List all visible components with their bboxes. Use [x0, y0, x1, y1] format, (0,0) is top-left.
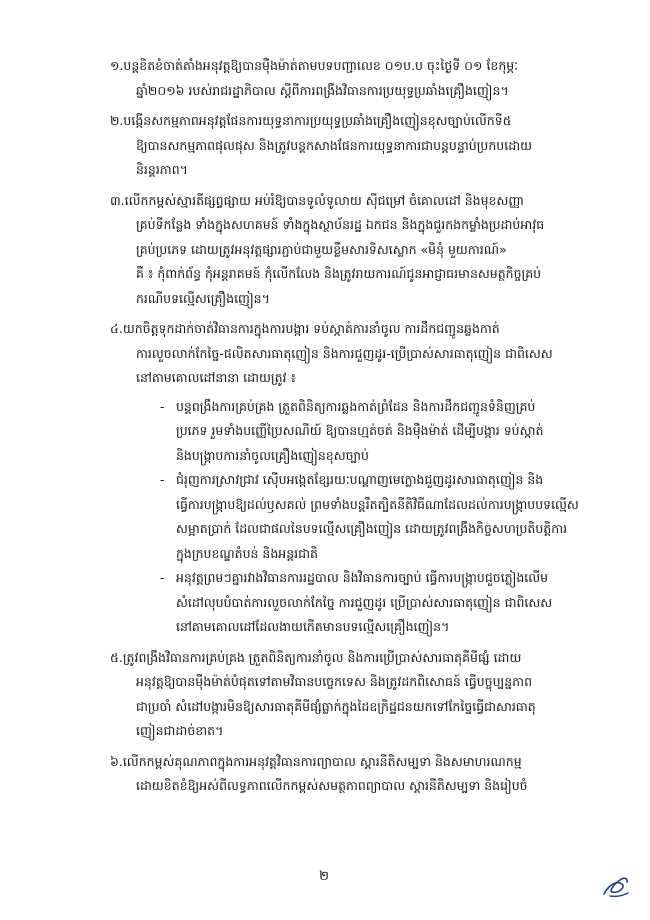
item-3-line-5: ករណីបទល្មើសគ្រឿងញៀន។ — [136, 290, 270, 306]
item-3-line-4: គឺ ៖ កុំពាក់ព័ន្ធ កុំអន្តរាគមន៍ កុំលើកលែង និងត្រូវរាយការណ៍ជូនអាជ្ញាធរមានសមត្ថកិច្ចគ្រប់ — [136, 266, 542, 281]
bullet-1-line-3: និងបង្ក្រាបការនាំចូលគ្រឿងញៀនខុសច្បាប់ — [176, 447, 369, 463]
document-body — [110, 54, 600, 805]
list-item — [110, 468, 600, 566]
handwritten-initial-mark — [600, 872, 632, 902]
item-3-line-1: ៣.លើកកម្ពស់ស្មារតីផ្សព្វផ្សាយ អប់រំឱ្យបានទូលំទូលាយ ស៊ីជម្រៅ ចំគោលដៅ និងមុខសញ្ញា — [110, 192, 524, 208]
dash-marker: - — [160, 472, 165, 487]
dash-marker: - — [160, 570, 165, 585]
item-4-line-3: នៅតាមគោលដៅនានា ដោយត្រូវ ៖ — [136, 370, 296, 385]
bullet-2-line-4: ក្នុងក្របខណ្ឌតំបន់ និងអន្តរជាតិ — [176, 545, 318, 561]
item-6-line-2: ដោយខិតខំឱ្យអស់ពីលទ្ធភាពលើកកម្ពស់សមត្ថភាពព្យាបាល ស្តារនីតិសម្បទា និងរៀបចំ — [136, 778, 528, 793]
item-5-line-3: ជាប្រចាំ សំដៅបង្ការមិនឱ្យសារធាតុគីមីផ្សំធ្លាក់ក្នុងដៃឧក្រិដ្ឋជនយកទៅកែច្នៃធ្វើជាសារធាតុ — [136, 698, 536, 714]
item-2-line-1: ២.បង្កើនសកម្មភាពអនុវត្តផែនការយុទ្ធនាការប្រយុទ្ធប្រឆាំងគ្រឿងញៀនខុសច្បាប់លើកទី៥ — [110, 113, 512, 128]
bullet-1-line-2: ប្រភេទ រួមទាំងបញ្ញើប្រៃសណីយ៍ ឱ្យបានហ្មត់ចត់ និងម៉ឺងម៉ាត់ ដើម្បីបង្ការ ទប់ស្កាត់ — [176, 423, 544, 438]
numbered-item-6 — [110, 750, 600, 799]
item-4-line-2: ការលួចលាក់កែច្នៃ-ផលិតសារធាតុញៀន និងការជួញដូរ-ប្រើប្រាស់សារធាតុញៀន ជាពិសេស — [136, 345, 553, 361]
numbered-item-2 — [110, 109, 600, 183]
item-4-line-1: ៤.យកចិត្តទុកដាក់ចាត់វិធានការក្នុងការបង្ការ ទប់ស្កាត់ការនាំចូល ការដឹកជញ្ជូនឆ្លងកាត់ — [110, 321, 500, 336]
bullet-2-line-2: ធ្វើការបង្ក្រាបឱ្យដល់ឫសគល់ ព្រមទាំងបន្តរឹតត្បិតនីតិវិធីណាដែលដល់ការបង្ក្រាបបទល្មើស — [176, 496, 579, 512]
item-5-line-4: ញៀនជាដាច់ខាត។ — [136, 723, 224, 738]
numbered-item-1 — [110, 54, 600, 103]
item-5-line-1: ៥.ត្រូវពង្រឹងវិធានការគ្រប់គ្រង ត្រួតពិនិត្យការនាំចូល និងការប្រើប្រាស់សារធាតុគីមីផ្សំ ដោយ — [110, 649, 522, 665]
item-4-bullet-list — [110, 395, 600, 640]
item-3-line-3: គ្រប់ប្រភេទ ដោយត្រូវអនុវត្តផ្សារភ្ជាប់ជាមួយខ្លឹមសារទិសស្លោក «មិនុំ មួយការណ៍» — [136, 241, 507, 257]
item-5-line-2: អនុវត្តឱ្យបានម៉ឺងម៉ាត់បំផុតទៅតាមវិធានបច្ចេកទេស និងត្រូវដកពិសោធន៍ ធ្វើបច្ចុប្បន្នភាព — [136, 674, 533, 689]
bullet-3-line-3: នៅតាមគោលដៅដែលងាយកើតមានបទល្មើសគ្រឿងញៀន។ — [176, 619, 450, 634]
numbered-item-3 — [110, 189, 600, 312]
bullet-3-line-2: សំដៅលុបបំបាត់ការលួចលាក់កែច្នៃ ការជួញដូរ ប្រើប្រាស់សារធាតុញៀន ជាពិសេស — [176, 594, 553, 610]
bullet-1-line-1: បន្តពង្រឹងការគ្រប់គ្រង ត្រួតពិនិត្យការឆ្លងកាត់ព្រំដែន និងការដឹកជញ្ជូនទំនិញគ្រប់ — [176, 398, 536, 414]
item-1-line-1: ១.បន្តខិតខំចាត់តាំងអនុវត្តឱ្យបានម៉ឺងម៉ាត់តាមបទបញ្ជាលេខ ០១ប.ប ចុះថ្ងៃទី ០១ ខែកុម្ភៈ — [110, 58, 519, 73]
bullet-2-line-1: ជំរុញការស្រាវជ្រាវ ស៊ើបអង្កេតខ្សែរយៈបណ្តាញមេក្លោងជួញដូរសារធាតុញៀន និង — [176, 472, 544, 487]
numbered-item-4 — [110, 317, 600, 391]
item-6-line-1: ៦.លើកកម្ពស់គុណភាពក្នុងការអនុវត្តវិធានការព្យាបាល ស្តារនីតិសម្បទា និងសមាហរណកម្ម — [110, 753, 522, 769]
item-2-line-2: ឱ្យបានសកម្មភាពផុលផុស និងត្រូវបន្តកសាងផែនការយុទ្ធនាការជាបន្តបន្ទាប់ប្រកបដោយ — [136, 137, 533, 153]
list-item — [110, 566, 600, 640]
item-3-line-2: គ្រប់ទីកន្លែង ទាំងក្នុងសហគមន៍ ទាំងក្នុងស្ថាប័នរដ្ឋ ឯកជន និងក្នុងជួរកងកម្លាំងប្រដាប់អាវុធ — [136, 217, 545, 232]
item-1-line-2: ឆ្នាំ២០១៦ របស់រាជរដ្ឋាភិបាល ស្តីពីការពង្រឹងវិធានការប្រយុទ្ធប្រឆាំងគ្រឿងញៀន។ — [136, 82, 509, 98]
list-item — [110, 395, 600, 469]
numbered-item-5 — [110, 646, 600, 744]
page-number: ២ — [319, 869, 329, 884]
dash-marker: - — [160, 398, 165, 414]
bullet-3-line-1: អនុវត្តព្រមៗគ្នារវាងវិធានការរដ្ឋបាល និងវិធានការច្បាប់ ធ្វើការបង្ក្រាបជួចភ្លៀងលើម — [176, 570, 549, 585]
item-2-line-3: និរន្តរភាព។ — [136, 162, 188, 177]
bullet-2-line-3: សម្អាតប្រាក់ ដែលជាផលនៃបទល្មើសគ្រឿងញៀន ដោយត្រូវពង្រឹងកិច្ចសហប្រតិបត្តិការ — [176, 521, 568, 536]
